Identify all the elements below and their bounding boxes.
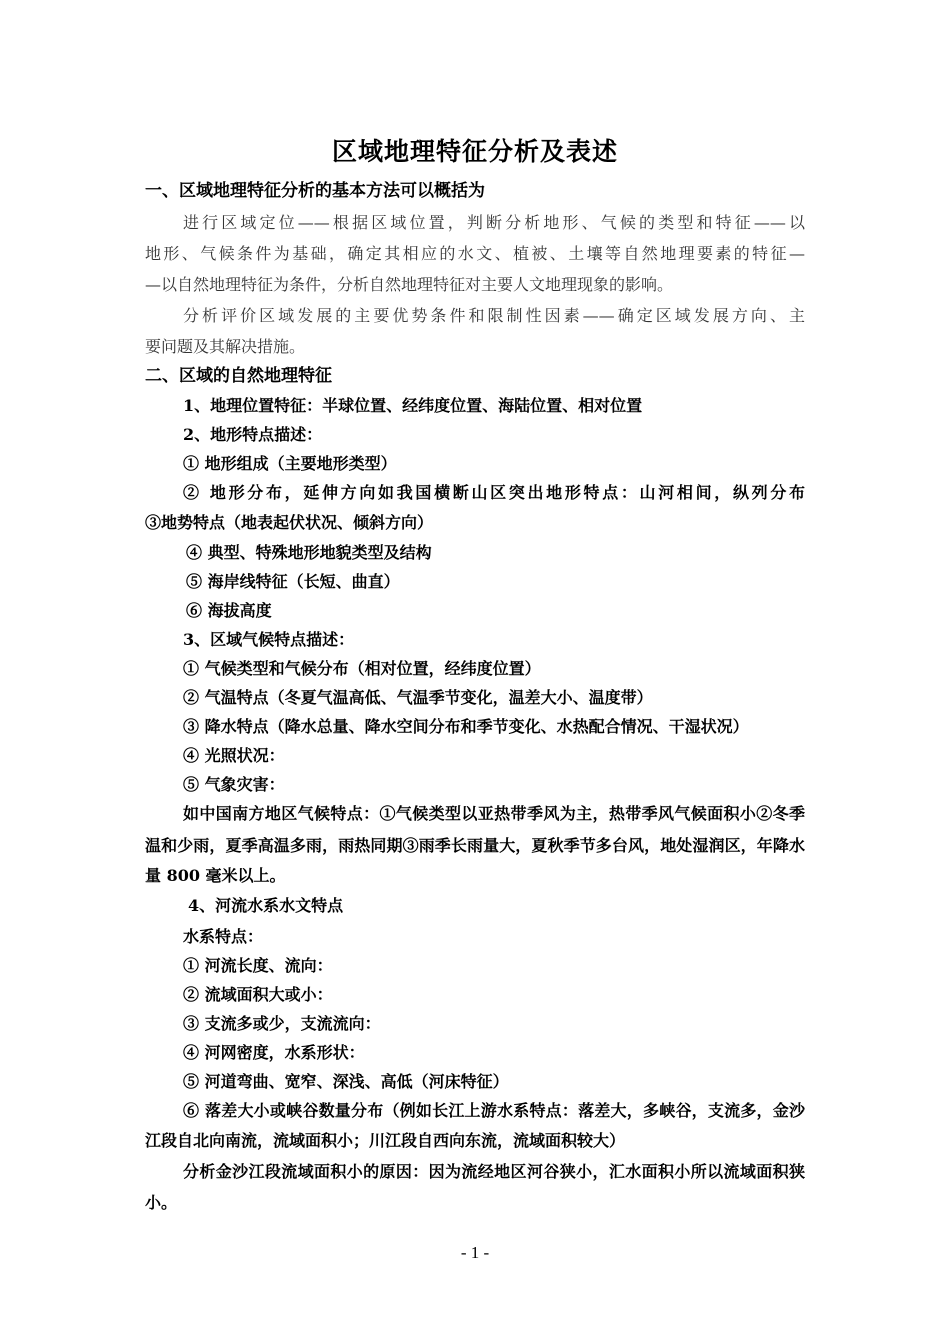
paragraph-line: —以自然地理特征为条件，分析自然地理特征对主要人文地理现象的影响。 [145,275,674,294]
list-item: ④ 典型、特殊地形地貌类型及结构 [186,543,432,562]
section-heading-2: 二、区域的自然地理特征 [145,366,332,386]
list-item: ③ 支流多或少，支流流向： [183,1014,381,1033]
list-item: 4、河流水系水文特点 [188,896,344,915]
paragraph-line: 分析金沙江段流域面积小的原因：因为流经地区河谷狭小，汇水面积小所以流域面积狭 [183,1162,805,1181]
list-item: ① 气候类型和气候分布（相对位置，经纬度位置） [183,659,541,678]
paragraph-line: 江段自北向南流，流域面积小；川江段自西向东流，流域面积较大） [145,1131,626,1150]
list-item: ① 地形组成（主要地形类型） [183,454,397,473]
list-item: ⑥ 落差大小或峡谷数量分布（例如长江上游水系特点：落差大，多峡谷，支流多，金沙 [183,1101,805,1120]
list-item: 水系特点： [183,927,264,946]
section-heading-1: 一、区域地理特征分析的基本方法可以概括为 [145,181,485,201]
list-item: ② 地形分布，延伸方向如我国横断山区突出地形特点：山河相间，纵列分布 [183,483,805,502]
list-item: 2、地形特点描述： [183,425,323,444]
list-item: 1、地理位置特征：半球位置、经纬度位置、海陆位置、相对位置 [183,396,643,415]
paragraph-line: 温和少雨，夏季高温多雨，雨热同期③雨季长雨量大，夏秋季节多台风，地处湿润区，年降水 [145,836,805,855]
page-number: - 1 - [460,1243,490,1262]
list-item: ⑤ 河道弯曲、宽窄、深浅、高低（河床特征） [183,1072,509,1091]
list-item: ③ 降水特点（降水总量、降水空间分布和季节变化、水热配合情况、干湿状况） [183,717,749,736]
list-item: ② 气温特点（冬夏气温高低、气温季节变化，温差大小、温度带） [183,688,653,707]
paragraph-line: 进行区域定位——根据区域位置，判断分析地形、气候的类型和特征——以 [183,213,805,232]
paragraph-line: 分析评价区域发展的主要优势条件和限制性因素——确定区域发展方向、主 [183,306,805,325]
list-item: ④ 河网密度，水系形状： [183,1043,365,1062]
paragraph-line: 地形、气候条件为基础，确定其相应的水文、植被、土壤等自然地理要素的特征— [145,244,805,263]
list-item: ① 河流长度、流向： [183,956,333,975]
list-item: ④ 光照状况： [183,746,285,765]
list-item: 3、区域气候特点描述： [183,630,355,649]
paragraph-line: 如中国南方地区气候特点：①气候类型以亚热带季风为主，热带季风气候面积小②冬季 [183,804,805,823]
list-item: ③地势特点（地表起伏状况、倾斜方向） [145,513,434,532]
document-title: 区域地理特征分析及表述 [331,137,618,166]
paragraph-line: 小。 [145,1193,178,1212]
list-item: ⑥ 海拔高度 [186,601,272,620]
paragraph-line: 量 800 毫米以上。 [145,866,286,885]
list-item: ⑤ 气象灾害： [183,775,285,794]
paragraph-line: 要问题及其解决措施。 [145,337,306,356]
list-item: ⑤ 海岸线特征（长短、曲直） [186,572,400,591]
list-item: ② 流域面积大或小： [183,985,333,1004]
